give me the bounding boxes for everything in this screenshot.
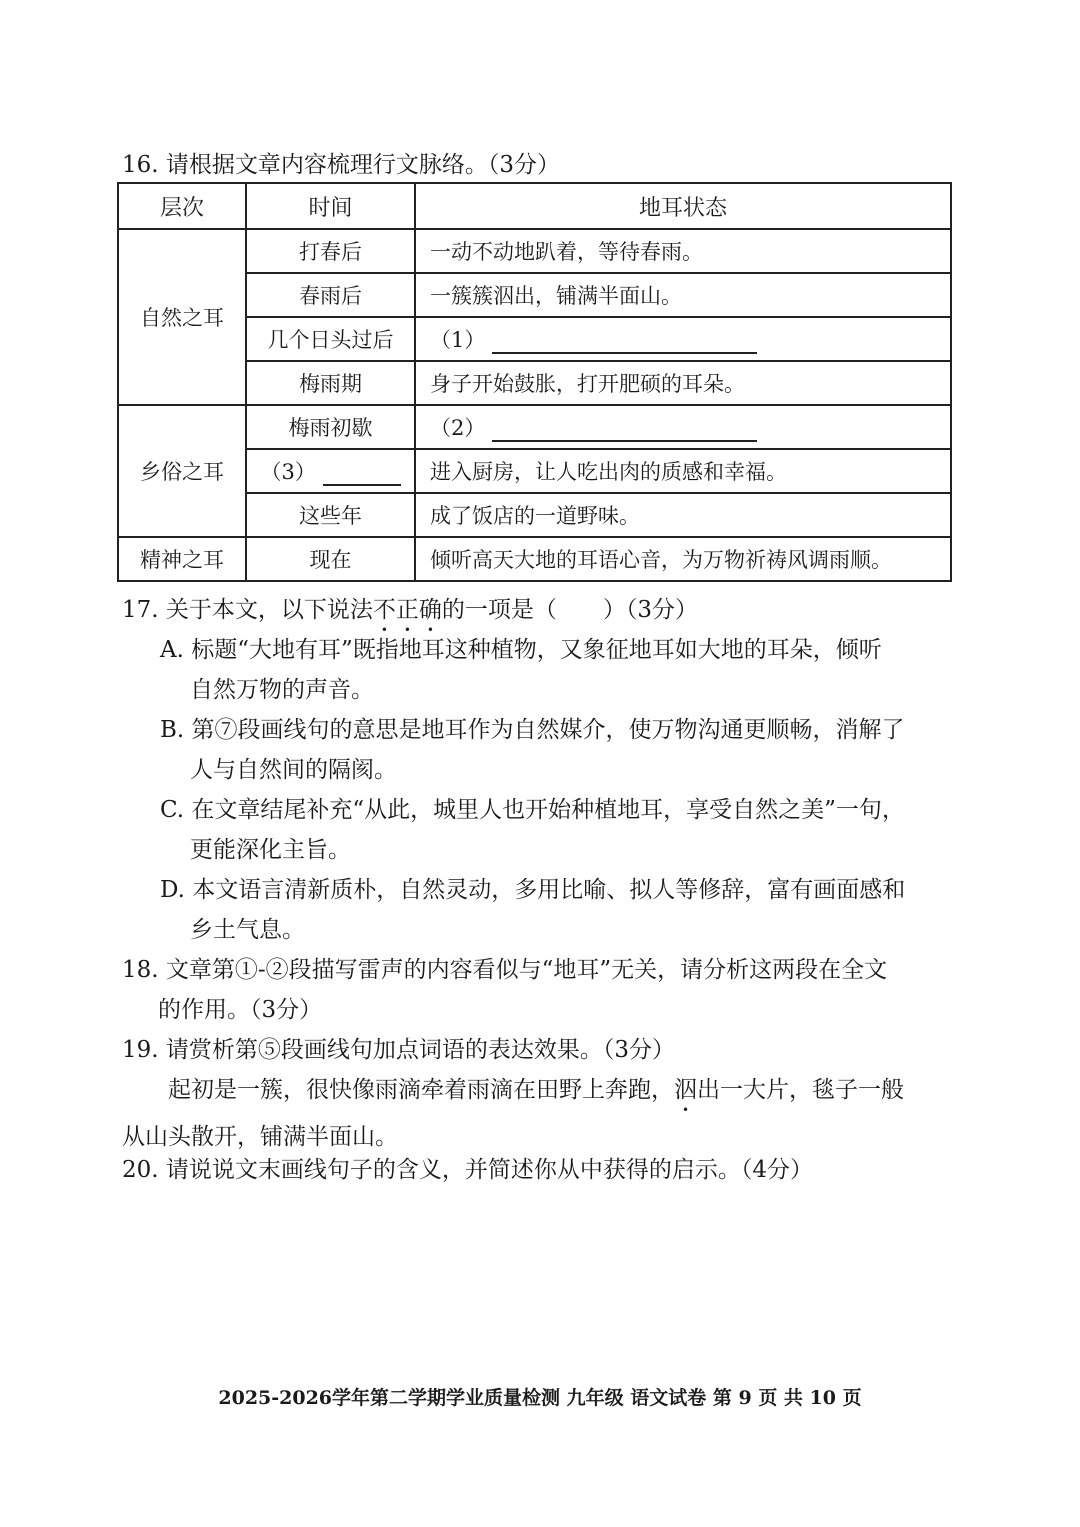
question-16-title: 16. 请根据文章内容梳理行文脉络。（3分） — [122, 152, 561, 178]
blank-label: （3） — [260, 460, 316, 484]
answer-blank-1[interactable] — [415, 317, 951, 361]
page-footer: 2025-2026学年第二学期学业质量检测 九年级 语文试卷 第 9 页 共 10 页 — [218, 1387, 862, 1409]
blank-line — [492, 330, 757, 354]
table-row — [118, 405, 951, 449]
answer-blank-2[interactable] — [415, 405, 951, 449]
answer-blank-3[interactable] — [246, 449, 415, 493]
option-label: D. — [160, 877, 193, 903]
level-cell: 自然之耳 — [118, 229, 246, 405]
time-cell: 春雨后 — [246, 273, 415, 317]
option-b[interactable]: B. 第⑦段画线句的意思是地耳作为自然媒介，使万物沟通更顺畅，消解了 人与自然间的隔阂。 — [160, 717, 905, 783]
option-label: C. — [160, 797, 192, 823]
question-20-title: 20. 请说说文末画线句子的含义，并简述你从中获得的启示。（4分） — [122, 1157, 814, 1183]
option-c[interactable]: C. 在文章结尾补充“从此，城里人也开始种植地耳，享受自然之美”一句， 更能深化主旨。 — [160, 797, 905, 863]
time-cell: 梅雨期 — [246, 361, 415, 405]
state-cell: 身子开始鼓胀，打开肥硕的耳朵。 — [415, 361, 951, 405]
question-19-quote: 起初是一簇，很快像雨滴牵着雨滴在田野上奔跑，泅出一大片，毯子一般 从山头散开，铺满半面山。 — [122, 1077, 904, 1150]
table-row — [118, 229, 951, 273]
time-cell: 这些年 — [246, 493, 415, 537]
blank-line — [323, 462, 401, 486]
state-cell: 一动不动地趴着，等待春雨。 — [415, 229, 951, 273]
header-time: 时间 — [246, 183, 415, 229]
option-label: B. — [160, 717, 192, 743]
context-table — [117, 182, 952, 582]
table-row — [118, 537, 951, 581]
table-header-row — [118, 183, 951, 229]
state-cell: 倾听高天大地的耳语心音，为万物祈祷风调雨顺。 — [415, 537, 951, 581]
time-cell: 现在 — [246, 537, 415, 581]
emphasized-word: 泅 — [674, 1077, 697, 1103]
header-state: 地耳状态 — [415, 183, 951, 229]
state-cell: 成了饭店的一道野味。 — [415, 493, 951, 537]
blank-label: （1） — [430, 328, 486, 352]
state-cell: 一簇簇泅出，铺满半面山。 — [415, 273, 951, 317]
time-cell: 打春后 — [246, 229, 415, 273]
time-cell: 几个日头过后 — [246, 317, 415, 361]
level-cell: 乡俗之耳 — [118, 405, 246, 537]
option-label: A. — [160, 637, 192, 663]
option-d[interactable]: D. 本文语言清新质朴，自然灵动，多用比喻、拟人等修辞，富有画面感和 乡土气息。 — [160, 877, 906, 943]
state-cell: 进入厨房，让人吃出肉的质感和幸福。 — [415, 449, 951, 493]
blank-label: （2） — [430, 416, 486, 440]
time-cell: 梅雨初歇 — [246, 405, 415, 449]
question-18: 18. 文章第①-②段描写雷声的内容看似与“地耳”无关，请分析这两段在全文 的作用。（3分） — [122, 957, 888, 1023]
emphasized-words: 不正确 — [372, 597, 442, 623]
question-17-title: 17. 关于本文，以下说法不正确的一项是（ ）（3分） — [122, 597, 699, 623]
blank-line — [492, 418, 757, 442]
header-level: 层次 — [118, 183, 246, 229]
question-19-title: 19. 请赏析第⑤段画线句加点词语的表达效果。（3分） — [122, 1037, 676, 1063]
level-cell: 精神之耳 — [118, 537, 246, 581]
option-a[interactable]: A. 标题“大地有耳”既指地耳这种植物，又象征地耳如大地的耳朵，倾听 自然万物的声音。 — [160, 637, 882, 703]
